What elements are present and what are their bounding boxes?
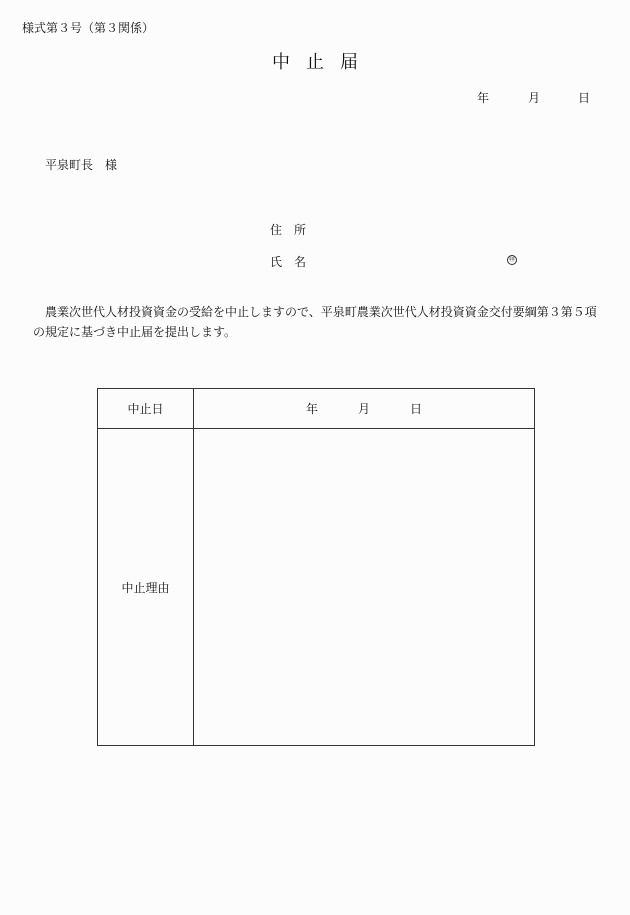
declaration-text: 農業次世代人材投資資金の受給を中止しますので、平泉町農業次世代人材投資資金交付要綱第３第５項の規定に基づき中止届を提出します。 [33, 305, 597, 339]
address-label: 住所 [270, 223, 319, 237]
stop-reason-label: 中止理由 [98, 429, 194, 746]
stop-date-label: 中止日 [98, 389, 194, 429]
seal-mark-icon: ㊞ [508, 256, 515, 263]
stop-date-field[interactable] [194, 389, 535, 429]
stop-date-month: 月 [357, 402, 370, 416]
name-label: 氏名 [270, 255, 319, 269]
stop-form-table [97, 388, 535, 746]
stop-date-day: 日 [410, 402, 423, 416]
stop-date-year: 年 [305, 402, 318, 416]
addressee [45, 156, 117, 173]
stop-reason-field[interactable] [194, 429, 535, 746]
submission-date-day: 日 [578, 91, 591, 105]
addressee-name: 平泉町長 [45, 158, 94, 172]
stop-date-row [98, 389, 535, 429]
submission-date-month: 月 [528, 91, 541, 105]
document-title: 中止届 [272, 52, 374, 73]
form-number: 様式第３号（第３関係） [22, 21, 155, 35]
stop-reason-row [98, 429, 535, 746]
addressee-honorific: 様 [105, 158, 118, 172]
submission-date-year: 年 [477, 91, 490, 105]
